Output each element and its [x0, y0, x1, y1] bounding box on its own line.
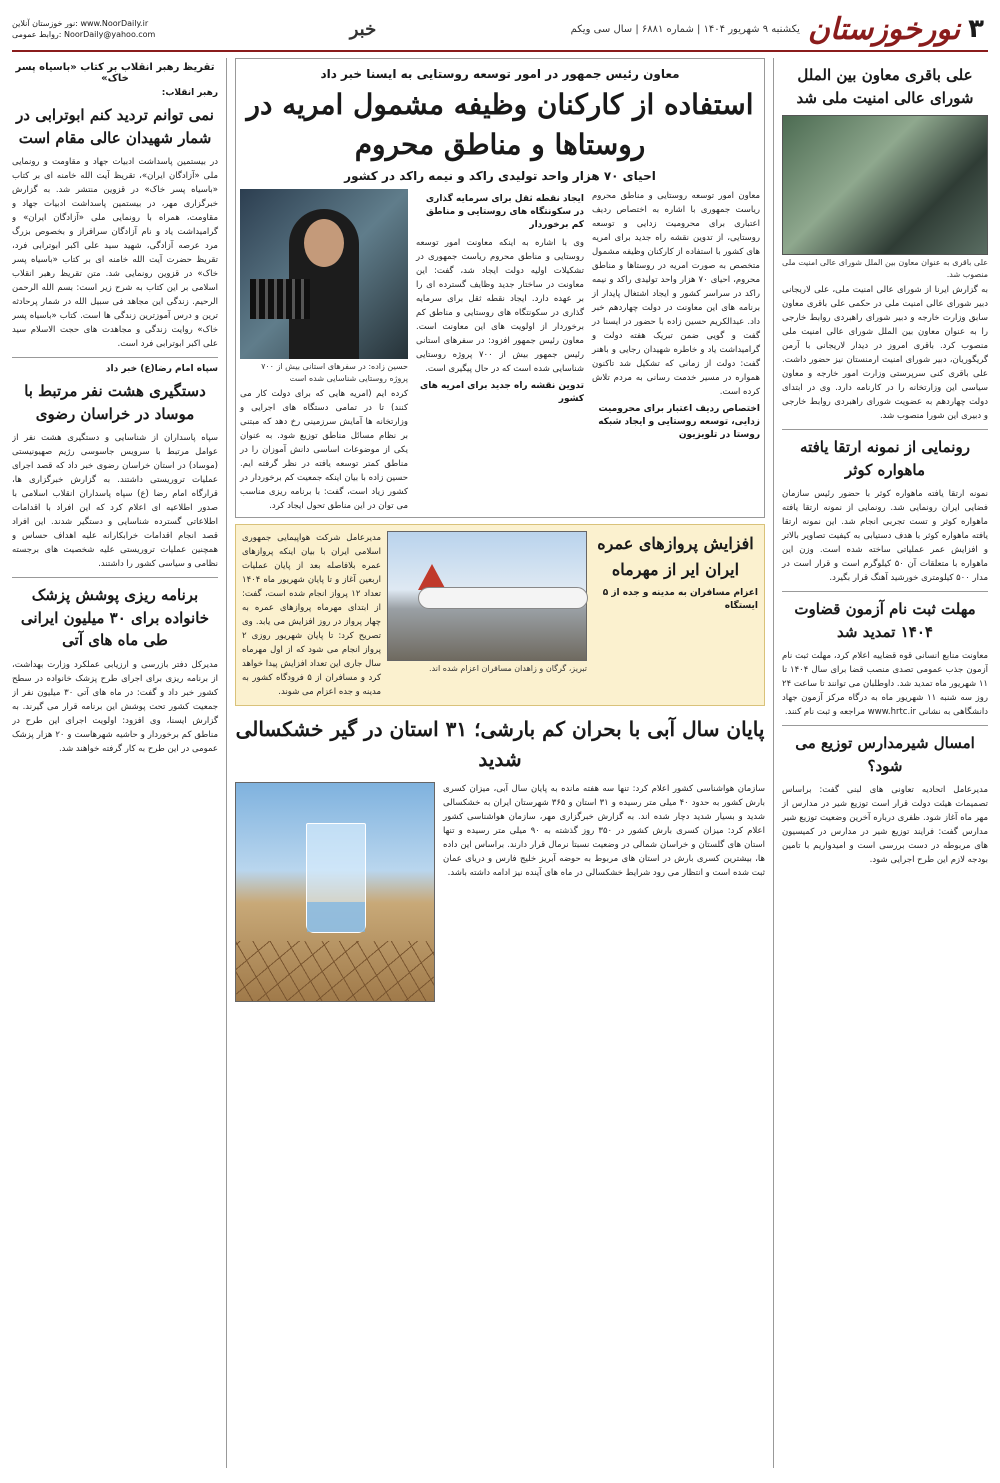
box-kicker: اعزام مسافران به مدینه و جده از ۵ ایستگاه [602, 588, 758, 611]
airplane-photo [387, 531, 587, 661]
cracked-ground [236, 941, 434, 1001]
lead-columns [240, 189, 760, 513]
article-source: رهبر انقلاب: [161, 88, 218, 98]
lead-column [416, 189, 584, 513]
article-source: سپاه امام رضا(ع) خبر داد [105, 364, 218, 374]
masthead [12, 8, 988, 52]
contact-email[interactable]: روابط عمومی: NoorDaily@yahoo.com [12, 30, 156, 39]
photo-caption: تبریز، گرگان و زاهدان مسافران اعزام شده اند. [429, 664, 587, 673]
masthead-brand [571, 12, 988, 47]
article-body: در بیستمین پاسداشت ادبیات جهاد و مقاومت و رونمایی ملی «آزادگان ایران»، تقریظ آیت الله خامنه ای بر کتاب «باسیاه پسر خاک» در قزوین منتشر شد. به گزارش خبرگزاری مهر، در بیستمین پاسداشت ادبیات جهاد و مقاومت، همراه با رونمایی ملی «آزادگان ایران» و گرامیداشت یاد و نام آزادگان سرافراز و بخصوص بزرگ مرد عرصه آزادگی، شهید سید علی اکبر ابوترابی فرد، تقریظ حضرت آیت الله خامنه ای بر کتاب «باسیاه پسر خاک» در قزوین رونمایی شد. متن تقریظ رهبر انقلاب اسلامی بر این کتاب به شرح زیر است: بسم الله الرحمن الرحیم. زندگی این مجاهد فی سبیل الله در شمار پرحادثه ترین و درس آموزترین زندگی ها است. کتاب «باسیاه پسر خاک» روایت زندگی و مجاهدت های حجت الاسلام سید علی اکبر ابوترابی فرد است. [12, 157, 218, 349]
microphones [250, 279, 310, 319]
article-body: به گزارش ایرنا از شورای عالی امنیت ملی، علی لاریجانی دبیر شورای عالی امنیت ملی در حکمی علی باقری معاون سابق وزارت خارجه و دبیر شورای راهبردی روابط خارجی را به عنوان معاون بین الملل شورای عالی امنیت ملی منصوب کرد. باقری امروز در دیدار لاریجانی با آرمن گریگوریان، دبیر شورای امنیت ارمنستان نیز حضور داشت. علی باقری کنی سرپرستی وزارت امور خارجه و معاون سیاسی این وزارتخانه را در کارنامه دارد. وی در ابتدای دولت چهاردهم به عضویت شورای راهبردی روابط خارجی و دبیری این شورا منصوب شد. [782, 285, 988, 421]
sub-heading: ایجاد نقطه ثقل برای سرمایه گذاری در سکونتگاه های روستایی و مناطق کم برخوردار [425, 194, 584, 230]
lead-title[interactable]: استفاده از کارکنان وظیفه مشمول امریه در روستاها و مناطق محروم [246, 88, 754, 161]
face [304, 219, 344, 267]
article-body: معاون امور توسعه روستایی و مناطق محروم ریاست جمهوری با اشاره به اختصاص ردیف اعتباری برای محرومیت زدایی و توسعه روستایی، از تدوین نقشه راه جدید برای امریه های کشور با استفاده از کارکنان وظیفه مشمول متخصص به صورت امریه در روستاها و مناطق محروم، احیای ۷۰ هزار واحد تولیدی راکد و نیمه راکد در سراسر کشور و ایجاد اشتغال پایدار از برنامه های این معاونت در دولت چهاردهم خبر داد. عبدالکریم حسین زاده با حضور در ایسنا در گفت و گویی ضمن تبریک هفته دولت و گرامیداشت یاد و خاطره شهیدان رجایی و باهنر گفت: دولت از زمانی که تشکیل شد تاکنون همواره در مسیر خدمت رسانی به مردم تلاش کرده است. [592, 191, 761, 397]
article-title[interactable]: رونمایی از نمونه ارتقا یافته ماهواره کوثر [800, 438, 970, 479]
meeting-photo [782, 115, 988, 255]
contact-website[interactable]: نور خوزستان آنلاین: www.NoorDaily.ir [12, 19, 149, 28]
sub-heading: تدوین نقشه راه جدید برای امریه های کشور [419, 381, 584, 404]
lead-column [240, 189, 408, 513]
divider [782, 591, 988, 592]
box-title[interactable]: افزایش پروازهای عمره ایران ایر از مهرماه [597, 534, 754, 579]
divider [782, 429, 988, 430]
article-body: کرده ایم (امریه هایی که برای دولت کار می کنند) تا در تمامی دستگاه های اجرایی و وزارتخانه ها آمایش سرزمینی رخ دهد که مبتنی بر نظام مسائل مناطق توزیع شود. به عنوان یکی از موضوعات اساسی دانش آموزان را در مناطق کمتر توسعه یافته در نظر گرفته ایم. حسین زاده با بیان اینکه جمعیت کم برخوردار در کشور زیاد است، گفت: با برنامه ریزی مناسب می توان در این مناطق تحول ایجاد کرد. [240, 389, 408, 511]
flight-box [235, 524, 765, 706]
sub-heading: اختصاص ردیف اعتبار برای محرومیت زدایی، توسعه روستایی و ایجاد شبکه روستا در تلویزیون [598, 404, 760, 440]
article-body: وی با اشاره به اینکه معاونت امور توسعه روستایی و مناطق محروم ریاست جمهوری در تشکیلات اولیه دولت ایجاد شد، گفت: این معاونت در ساختار جدید وظایف گسترده ای را بر عهده دارد. ایجاد نقطه ثقل برای سرمایه گذاری در سکونتگاه های روستایی و مناطق کم برخوردار از اولویت های این معاونت است. معاون رئیس جمهور افزود: در سفرهای استانی رئیس جمهور بیش از ۷۰۰ پروژه روستایی شناسایی شده است که در حال پیگیری است. [416, 238, 585, 374]
flight-box-text [242, 531, 381, 699]
right-column [773, 58, 988, 1468]
flight-photo-wrap [387, 531, 587, 699]
water-level [307, 902, 365, 932]
article-title[interactable]: نمی توانم تردید کنم ابوترابی در شمار شهیدان عالی مقام است [16, 106, 214, 147]
center-column [235, 58, 765, 1468]
flight-box-header [593, 531, 758, 699]
lead-article [235, 58, 765, 518]
plane-body [418, 587, 588, 609]
divider [12, 357, 218, 358]
logo[interactable]: نورخوزستان [807, 11, 961, 47]
article-kicker: تقریظ رهبر انقلاب بر کتاب «باسیاه پسر خاک» [15, 62, 215, 84]
bottom-article [235, 782, 765, 1002]
divider [12, 577, 218, 578]
article-body: سپاه پاسداران از شناسایی و دستگیری هشت نفر از عوامل مرتبط با سرویس جاسوسی رژیم صهیونیستی (موساد) در استان خراسان رضوی خبر داد که قصد اجرای عملیات تروریستی داشتند. به گزارش خبرگزاری ها، قرارگاه امام رضا (ع) سپاه پاسداران انقلاب اسلامی با صدور اطلاعیه ای اعلام کرد که این افراد با اقدامات اطلاعاتی گسترده شناسایی و دستگیر شدند. این افراد قصد انجام اقدامات خرابکارانه علیه اهداف حساس و همچنین عملیات تروریستی علیه شخصیت های برجسته نظامی و سیاسی کشور را داشتند. [12, 433, 218, 569]
lead-column [592, 189, 760, 513]
divider [782, 725, 988, 726]
article-title[interactable]: برنامه ریزی پوشش پزشک خانواده برای ۳۰ میلیون ایرانی طی ماه های آتی [20, 586, 210, 649]
article-body: مدیرعامل شرکت هواپیمایی جمهوری اسلامی ایران با بیان اینکه پروازهای عمره بلافاصله بعد از پایان عملیات اربعین آغاز و تا پایان شهریور ماه ۱۴۰۴ تعداد ۱۲ پرواز انجام شده است، گفت: از ابتدای مهرماه پروازهای عمره به چهار پرواز در روز افزایش می یابد. وی تصریح کرد: تا پایان شهریور روزی ۲ پرواز انجام می شود که از اول مهرماه سال جاری این تعداد افزایش پیدا خواهد کرد و مسافران از ۵ فرودگاه کشور به مدینه و جده اعزام می شوند. [242, 533, 381, 697]
article-title[interactable]: مهلت ثبت نام آزمون قضاوت ۱۴۰۴ تمدید شد [794, 600, 976, 641]
lead-kicker: معاون رئیس جمهور در امور توسعه روستایی به ایسنا خبر داد [320, 67, 680, 81]
article-body: مدیرکل دفتر بازرسی و ارزیابی عملکرد وزارت بهداشت، از برنامه ریزی برای اجرای طرح پزشک خانواده در سطح کشور خبر داد و گفت: در ماه های آتی ۳۰ میلیون نفر از جمعیت کشور تحت پوشش این برنامه قرار می گیرند. به گزارش ایسنا، وی افزود: اولویت اجرای این طرح در مناطق کم برخوردار و حاشیه شهرهاست و ۲۰ هزار پزشک عمومی در این طرح به کار گرفته خواهند شد. [12, 659, 218, 754]
article-title[interactable]: دستگیری هشت نفر مرتبط با موساد در خراسان رضوی [24, 382, 206, 423]
article-body: مدیرعامل اتحادیه تعاونی های لبنی گفت: براساس تصمیمات هیئت دولت قرار است توزیع شیر در مدارس از مهر ماه آغاز شود. ظفری درباره آخرین وضعیت توزیع شیر مدارس گفت: فرایند توزیع شیر در مدارس در کمیسیون های مربوطه در دست بررسی است و امیدواریم با تامین بودجه لازم این طرح اجرایی شود. [782, 785, 988, 865]
photo-caption: علی باقری به عنوان معاون بین الملل شورای عالی امنیت ملی منصوب شد. [782, 258, 988, 279]
article-body: سازمان هواشناسی کشور اعلام کرد: تنها سه هفته مانده به پایان سال آبی، میزان کسری بارش کشور به حدود ۴۰ میلی متر رسیده و ۳۱ استان و ۳۶۵ شهرستان ایران به خشکسالی شدید و بسیار شدید دچار شده اند. به گزارش خبرگزاری مهر، سازمان هواشناسی کشور اعلام کرد: میزان کسری بارش کشور در ۳۵۰ روز گذشته به ۹۰ میلی متر رسیده و تنها استان های گلستان و خراسان شمالی در وضعیت نسبتا نرمال قرار دارند. براساس این داده ها، بیشترین کسری بارش در استان های مربوط به حوضه آبریز خلیج فارس و دریای عمان ثبت شده است و انتظار می رود شرایط خشکسالی در ماه های آینده نیز ادامه داشته باشد. [443, 784, 765, 878]
lead-subtitle: احیای ۷۰ هزار واحد تولیدی راکد و نیمه راکد در کشور [344, 169, 656, 183]
article-title[interactable]: امسال شیرمدارس توزیع می شود؟ [795, 734, 975, 775]
bottom-article-title[interactable]: پایان سال آبی با بحران کم بارشی؛ ۳۱ استان در گیر خشکسالی شدید [235, 717, 765, 771]
issue-date: یکشنبه ۹ شهریور ۱۴۰۴ | شماره ۶۸۸۱ | سال سی ویکم [570, 23, 800, 35]
page-columns [12, 58, 988, 1468]
contact-info [12, 18, 155, 40]
article-body: معاونت منابع انسانی قوه قضاییه اعلام کرد، مهلت ثبت نام آزمون جذب عمومی تصدی منصب قضا برای سال ۱۴۰۴ تا ۱۱ شهریور ماه تمدید شد. داوطلبان می توانند تا ساعت ۲۴ روز سه شنبه ۱۱ شهریور ماه به درگاه مرکز آزمون جهاد دانشگاهی به نشانی www.hrtc.ir مراجعه و ثبت نام کنند. [782, 651, 988, 717]
section-title: خبر [349, 18, 377, 40]
article-body: نمونه ارتقا یافته ماهواره کوثر با حضور رئیس سازمان فضایی ایران رونمایی شد. رونمایی از نمونه ارتقا یافته ماهواره کوثر و تست تجربی انجام شد. این نمونه ارتقا یافته ماهواره کوثر با هدف دستیابی به کیفیت تصاویر بالاتر و افزایش عمر عملیاتی ساخته شده است. وزن این ماهواره با متعلقات آن ۵۰ کیلوگرم است و قرار است در مدار ۵۰۰ کیلومتری خورشید آهنگ قرار بگیرد. [782, 489, 988, 583]
water-glass [306, 823, 366, 933]
photo-caption: حسین زاده: در سفرهای استانی بیش از ۷۰۰ پروژه روستایی شناسایی شده است [261, 362, 408, 383]
article-title[interactable]: علی باقری معاون بین الملل شورای عالی امنیت ملی شد [796, 66, 974, 107]
drought-photo [235, 782, 435, 1002]
page-number: ۳ [968, 14, 984, 44]
press-photo [240, 189, 408, 359]
left-column [12, 58, 227, 1468]
